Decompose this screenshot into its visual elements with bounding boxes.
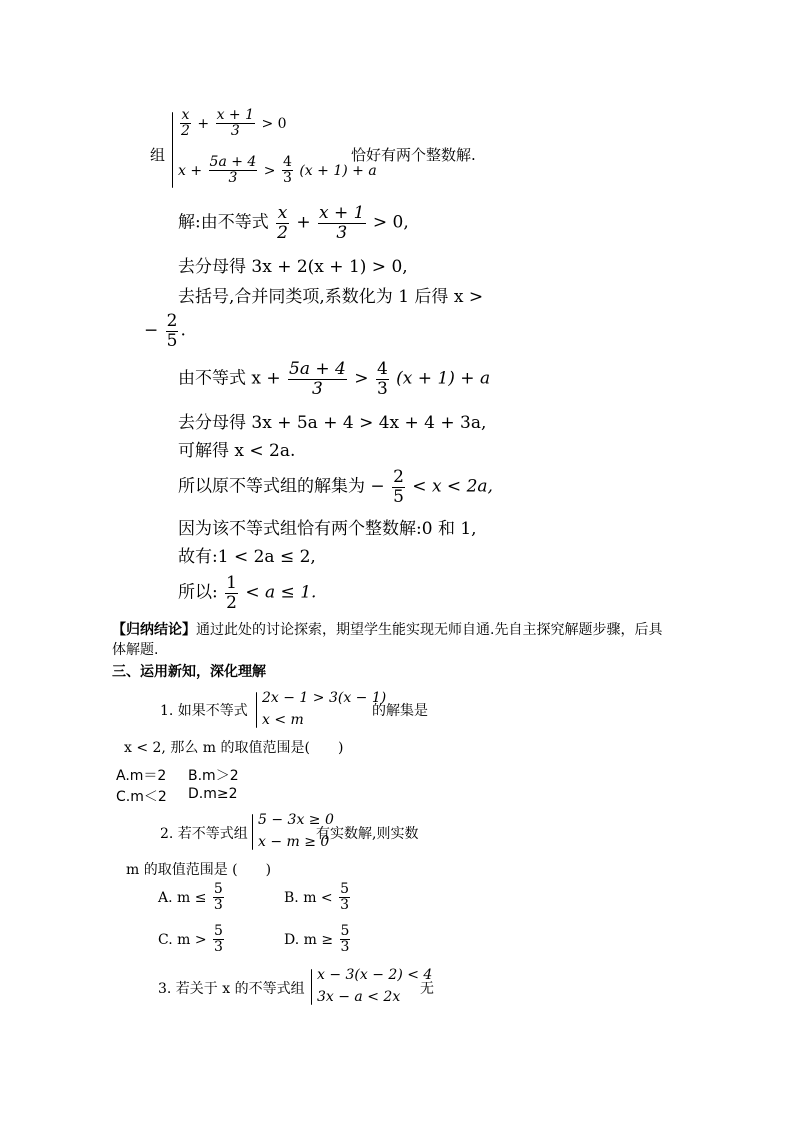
- solution-line-3: 去括号,合并同类项,系数化为 1 后得 x >: [178, 287, 484, 307]
- solution-line-10: 故有:1 < 2a ≤ 2,: [178, 547, 316, 567]
- q2-stem-line-2: m 的取值范围是 ( ): [126, 862, 272, 878]
- fraction: $\frac{5}{3}$: [340, 881, 350, 914]
- q2-system-row-1: 5 − 3x ≥ 0: [258, 812, 334, 828]
- solution-line-2: 去分母得 3x + 2(x + 1) > 0,: [178, 257, 408, 277]
- solution-line-8: 所以原不等式组的解集为 − $\frac{2}{5}$ < x < 2a,: [178, 467, 493, 507]
- solution-line-4: − $\frac{2}{5}$ .: [144, 311, 186, 351]
- q3-stem-tail: 无: [420, 981, 434, 997]
- q2-brace: [252, 814, 253, 850]
- q3-system-row-1: x − 3(x − 2) < 4: [317, 967, 433, 983]
- fraction: $\frac{5a + 4}{3}$: [209, 154, 257, 187]
- solution-line-9: 因为该不等式组恰有两个整数解:0 和 1,: [178, 519, 477, 539]
- fraction: $\frac{2}{5}$: [166, 311, 178, 351]
- q1-option-a[interactable]: A.m＝2: [116, 768, 167, 784]
- system-label: 组: [150, 146, 166, 164]
- conclusion-label: 【归纳结论】: [112, 622, 196, 638]
- q1-stem: 1. 如果不等式: [160, 703, 248, 719]
- q2-stem-tail: 有实数解,则实数: [316, 826, 419, 842]
- fraction: $\frac{x + 1}{3}$: [319, 203, 365, 243]
- q2-option-a[interactable]: A. m ≤ $\frac{5}{3}$: [158, 881, 223, 914]
- system-row-1: $\frac{x}{2}$ + $\frac{x + 1}{3}$ > 0: [181, 107, 287, 140]
- q1-system-row-2: x < m: [262, 712, 304, 728]
- conclusion-line-1: 【归纳结论】通过此处的讨论探索，期望学生能实现无师自通.先自主探究解题步骤，后具: [112, 622, 663, 638]
- q1-system-row-1: 2x − 1 > 3(x − 1): [262, 690, 387, 706]
- q3-system-row-2: 3x − a < 2x: [317, 989, 401, 1005]
- solution-line-5: 由不等式 x + $\frac{5a + 4}{3}$ > $\frac{4}{3}$ (x + 1) + a: [178, 359, 491, 399]
- fraction: $\frac{4}{3}$: [282, 154, 292, 187]
- fraction: $\frac{x}{2}$: [181, 107, 190, 140]
- q1-option-d[interactable]: D.m≥2: [188, 786, 238, 802]
- q1-brace: [256, 692, 257, 728]
- intro-tail: 恰好有两个整数解.: [351, 146, 476, 164]
- solution-line-6: 去分母得 3x + 5a + 4 > 4x + 4 + 3a,: [178, 413, 487, 433]
- q1-option-b[interactable]: B.m＞2: [188, 768, 239, 784]
- q1-option-c[interactable]: C.m＜2: [116, 789, 167, 805]
- fraction: $\frac{4}{3}$: [376, 359, 388, 399]
- fraction: $\frac{5a + 4}{3}$: [289, 359, 346, 399]
- fraction: $\frac{1}{2}$: [226, 573, 237, 613]
- q2-option-d[interactable]: D. m ≥ $\frac{5}{3}$: [284, 923, 350, 956]
- fraction: $\frac{x + 1}{3}$: [216, 107, 254, 140]
- q2-stem: 2. 若不等式组: [160, 826, 248, 842]
- fraction: $\frac{5}{3}$: [340, 923, 350, 956]
- q3-stem: 3. 若关于 x 的不等式组: [158, 981, 305, 997]
- q1-stem-line-2: x < 2, 那么 m 的取值范围是( ): [124, 740, 344, 756]
- q2-system-row-2: x − m ≥ 0: [258, 834, 330, 850]
- q2-option-c[interactable]: C. m > $\frac{5}{3}$: [158, 923, 223, 956]
- q2-option-b[interactable]: B. m < $\frac{5}{3}$: [284, 881, 350, 914]
- fraction: $\frac{2}{5}$: [393, 467, 404, 507]
- solution-line-11: 所以: $\frac{1}{2}$ < a ≤ 1.: [178, 573, 317, 613]
- solution-line-1: 解:由不等式 $\frac{x}{2}$ + $\frac{x + 1}{3}$ > 0,: [178, 203, 409, 243]
- q1-stem-tail: 的解集是: [372, 703, 428, 719]
- fraction: $\frac{5}{3}$: [214, 923, 223, 956]
- q3-brace: [311, 969, 312, 1005]
- conclusion-line-2: 体解题.: [112, 642, 159, 658]
- section-heading: 三、运用新知，深化理解: [112, 664, 266, 680]
- fraction: $\frac{x}{2}$: [277, 203, 288, 243]
- system-brace: [172, 112, 173, 188]
- fraction: $\frac{5}{3}$: [213, 881, 223, 914]
- solution-line-7: 可解得 x < 2a.: [178, 441, 296, 461]
- system-row-2: x + $\frac{5a + 4}{3}$ > $\frac{4}{3}$ (x + 1) + a: [178, 154, 377, 187]
